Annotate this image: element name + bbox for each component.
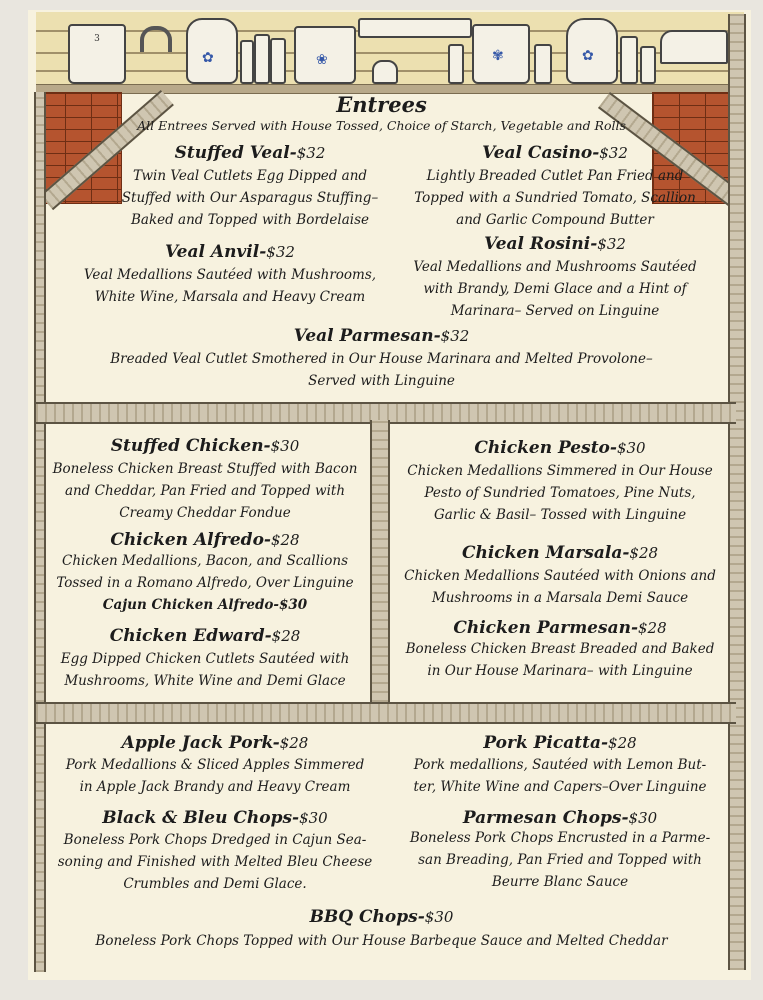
blue-flower-icon: ✾: [492, 48, 504, 64]
dish-name: BBQ Chops-: [309, 907, 425, 927]
dish-description: [392, 827, 728, 893]
bottle-icon: [270, 38, 286, 84]
desc-line: Twin Veal Cutlets Egg Dipped and: [132, 168, 368, 184]
desc-line: soning and Finished with Melted Bleu Cheese: [57, 854, 373, 870]
desc-line: Tossed in a Romano Alfredo, Over Linguine: [56, 575, 354, 591]
dish-name: Veal Casino-: [482, 143, 600, 163]
page-subtitle: All Entrees Served with House Tossed, Choice of Starch, Vegetable and Rolls: [137, 118, 626, 133]
dish-name: Pork Picatta-: [483, 733, 609, 753]
dish-description: [80, 165, 420, 231]
desc-line: Veal Medallions and Mushrooms Sautéed: [413, 259, 697, 275]
desc-line: Served with Linguine: [308, 373, 455, 389]
menu-item-apple-jack-pork: [42, 733, 388, 753]
crock-jar-icon: [68, 24, 126, 84]
desc-line: Egg Dipped Chicken Cutlets Sautéed with: [60, 651, 350, 667]
dish-name: Chicken Parmesan-: [453, 618, 639, 638]
dish-price: $28: [638, 619, 667, 637]
horizontal-beam-2: [36, 702, 736, 724]
dish-name: Chicken Edward-: [109, 626, 272, 646]
menu-item-chicken-edward: [42, 626, 368, 646]
dish-description: [392, 565, 728, 609]
dish-name: Stuffed Chicken-: [110, 436, 271, 456]
desc-line: Boneless Pork Chops Topped with Our House Barbeque Sauce and Melted Cheddar: [95, 933, 668, 949]
desc-line: Pesto of Sundried Tomatoes, Pine Nuts,: [424, 485, 696, 501]
desc-line: Baked and Topped with Bordelaise: [130, 212, 370, 228]
dish-name: Chicken Alfredo-: [110, 530, 271, 550]
dish-price: $30: [424, 908, 454, 926]
tin-can-icon: [534, 44, 552, 84]
dish-description: [42, 550, 368, 616]
desc-line: Veal Medallions Sautéed with Mushrooms,: [83, 267, 377, 283]
desc-line: Chicken Medallions Sautéed with Onions and: [404, 568, 716, 584]
dish-name: Veal Rosini-: [484, 234, 598, 254]
menu-item-chicken-parmesan: [392, 618, 728, 638]
desc-line: ter, White Wine and Capers–Over Linguine: [413, 779, 707, 795]
desc-line: with Brandy, Demi Glace and a Hint of: [423, 281, 687, 297]
dish-name: Stuffed Veal-: [174, 143, 297, 163]
dish-description: [390, 256, 720, 322]
dish-price: $28: [271, 627, 301, 645]
bottle-icon: [620, 36, 638, 84]
dish-price: $32: [597, 235, 626, 253]
menu-item-stuffed-chicken: [42, 436, 368, 456]
dish-description: [392, 754, 728, 798]
dish-description: [42, 754, 388, 798]
dish-name: Parmesan Chops-: [462, 808, 629, 828]
dish-description: [42, 458, 368, 524]
basket-icon: [372, 60, 398, 84]
desc-line: Marinara– Served on Linguine: [450, 303, 660, 319]
dish-description: [42, 648, 368, 692]
desc-line: Crumbles and Demi Glace.: [123, 876, 307, 892]
dish-description: [60, 264, 400, 308]
dish-name: Apple Jack Pork-: [121, 733, 280, 753]
desc-line: White Wine, Marsala and Heavy Cream: [94, 289, 366, 305]
menu-item-chicken-pesto: [392, 438, 728, 458]
menu-item-black-bleu-chops: [42, 808, 388, 828]
menu-item-veal-casino: [400, 143, 710, 163]
crock-jar-icon: [294, 26, 356, 84]
dish-price: $32: [599, 144, 628, 162]
desc-line: Boneless Chicken Breast Breaded and Baked: [405, 641, 715, 657]
dish-name: Chicken Pesto-: [474, 438, 617, 458]
center-post: [370, 420, 390, 702]
dish-price: $30: [616, 439, 646, 457]
dish-price: $32: [440, 327, 470, 345]
blue-flower-icon: ✿: [582, 48, 594, 64]
crock-jar-icon: [472, 24, 530, 84]
menu-item-chicken-marsala: [392, 543, 728, 563]
tin-can-icon: [448, 44, 464, 84]
desc-line: Topped with a Sundried Tomato, Scallion: [414, 190, 696, 206]
desc-line: Breaded Veal Cutlet Smothered in Our House Marinara and Melted Provolone–: [110, 351, 653, 367]
dish-name: Veal Anvil-: [165, 242, 267, 262]
dish-name: Black & Bleu Chops-: [102, 808, 300, 828]
dish-price: $32: [266, 243, 295, 261]
dish-description: [42, 829, 388, 895]
desc-line: and Garlic Compound Butter: [456, 212, 654, 228]
dish-name: Chicken Marsala-: [461, 543, 630, 563]
bottle-icon: [240, 40, 254, 84]
dish-price: $28: [279, 734, 309, 752]
desc-line: Pork Medallions & Sliced Apples Simmered: [65, 757, 365, 773]
dish-name: Veal Parmesan-: [293, 326, 441, 346]
menu-item-pork-picatta: [392, 733, 728, 753]
desc-line: Mushrooms in a Marsala Demi Sauce: [431, 590, 689, 606]
desc-line: Boneless Pork Chops Dredged in Cajun Sea-: [63, 832, 367, 848]
horseshoe-icon: [140, 26, 172, 52]
desc-line: Creamy Cheddar Fondue: [119, 505, 291, 521]
desc-line: in Our House Marinara– with Linguine: [427, 663, 693, 679]
desc-line: Chicken Medallions, Bacon, and Scallions: [61, 553, 349, 569]
desc-line: Pork medallions, Sautéed with Lemon But-: [413, 757, 707, 773]
desc-line: Boneless Chicken Breast Stuffed with Bacon: [52, 461, 358, 477]
blue-flower-icon: ❀: [316, 52, 328, 68]
desc-line: san Breading, Pan Fried and Topped with: [418, 852, 702, 868]
jug-icon: [186, 18, 238, 84]
menu-item-veal-rosini: [400, 234, 710, 254]
cajun-alfredo-variant: Cajun Chicken Alfredo-$30: [102, 597, 308, 613]
dish-description: [0, 930, 763, 952]
right-post: [728, 14, 746, 970]
menu-item-bbq-chops: [0, 907, 763, 927]
dish-price: $28: [270, 531, 300, 549]
desc-line: Chicken Medallions Simmered in Our House: [407, 463, 713, 479]
dish-price: $30: [628, 809, 658, 827]
dish-description: [390, 165, 720, 231]
bottle-icon: [254, 34, 270, 84]
menu-item-parmesan-chops: [392, 808, 728, 828]
jug-icon: [566, 18, 618, 84]
crock-label: 3: [94, 34, 100, 44]
desc-line: in Apple Jack Brandy and Heavy Cream: [79, 779, 351, 795]
shelf-box-icon: [358, 18, 472, 38]
page-title: Entrees: [336, 92, 427, 117]
sewing-machine-icon: [660, 30, 728, 64]
desc-line: Lightly Breaded Cutlet Pan Fried and: [426, 168, 684, 184]
desc-line: Garlic & Basil– Tossed with Linguine: [433, 507, 687, 523]
desc-line: and Cheddar, Pan Fried and Topped with: [64, 483, 346, 499]
dish-description: [392, 638, 728, 682]
menu-item-veal-parmesan: [0, 326, 763, 346]
dish-description: [392, 460, 728, 526]
desc-line: Mushrooms, White Wine and Demi Glace: [64, 673, 346, 689]
menu-item-chicken-alfredo: [42, 530, 368, 550]
dish-price: $28: [629, 544, 659, 562]
bottle-icon: [640, 46, 656, 84]
blue-flower-icon: ✿: [202, 50, 214, 66]
menu-item-stuffed-veal: [100, 143, 400, 163]
dish-price: $30: [270, 437, 300, 455]
menu-item-veal-anvil: [80, 242, 380, 262]
desc-line: Beurre Blanc Sauce: [491, 874, 629, 890]
desc-line: Stuffed with Our Asparagus Stuffing–: [121, 190, 379, 206]
desc-line: Boneless Pork Chops Encrusted in a Parme-: [409, 830, 711, 846]
dish-price: $28: [608, 734, 637, 752]
dish-price: $30: [299, 809, 328, 827]
dish-description: [0, 348, 763, 392]
dish-price: $32: [296, 144, 326, 162]
